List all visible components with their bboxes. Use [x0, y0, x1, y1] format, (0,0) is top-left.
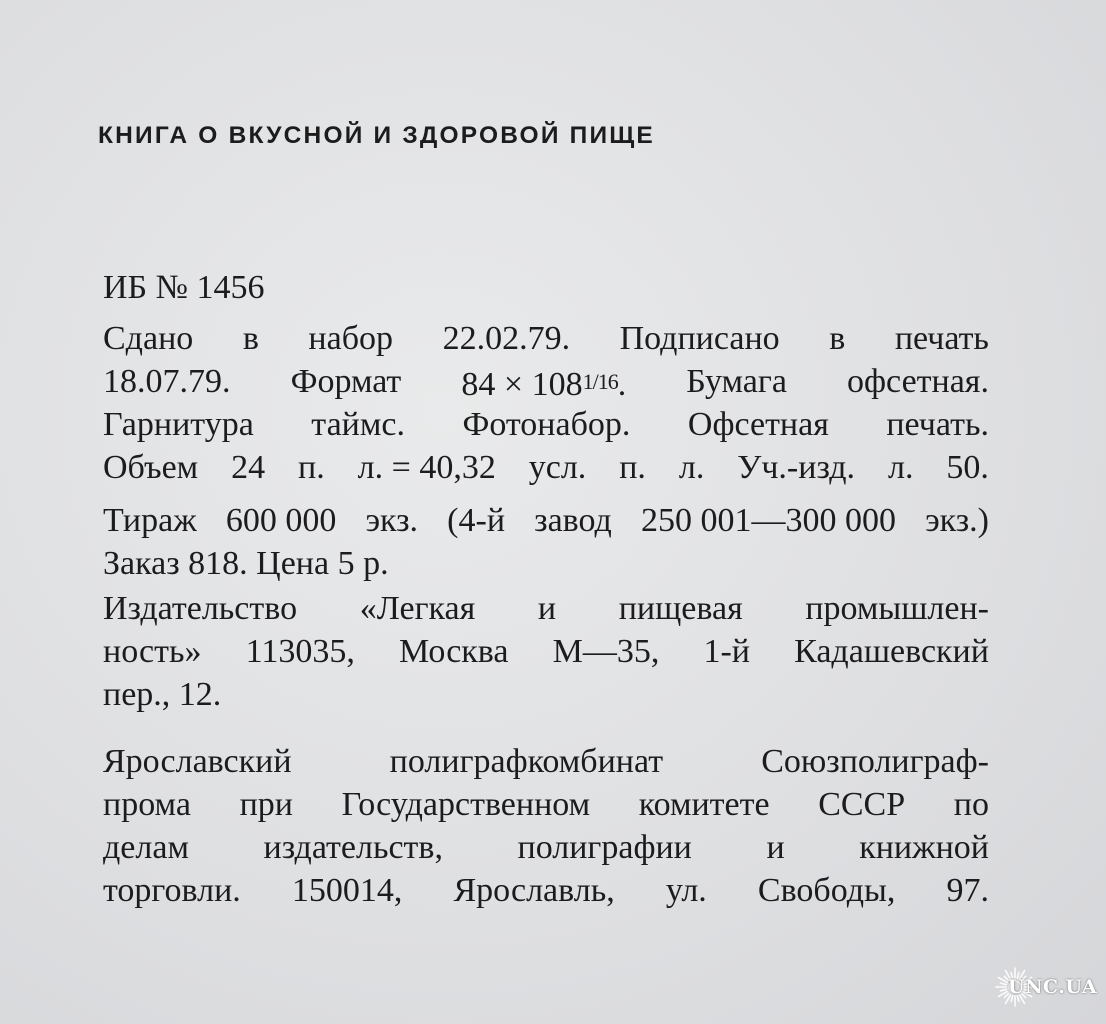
imprint-word: Уч.-изд.: [737, 449, 856, 486]
sunburst-ray: [1001, 983, 1007, 985]
imprint-word: 600 000: [225, 502, 337, 539]
order-price-line: Заказ 818. Цена 5 р.: [103, 545, 389, 582]
imprint-word: набор: [308, 320, 394, 357]
format-fraction: 1/16: [582, 369, 618, 394]
imprint-word: 150014,: [291, 872, 403, 909]
submission-line-2: [103, 360, 989, 403]
submission-block: [103, 317, 989, 489]
imprint-word: издательств,: [263, 829, 443, 866]
imprint-word: в: [829, 320, 846, 357]
imprint-word: Офсетная: [687, 406, 829, 443]
imprint-word: Государственном: [341, 786, 591, 823]
imprint-word: при: [239, 786, 293, 823]
watermark: [994, 966, 1097, 998]
imprint-word: Союзполиграф-: [761, 743, 989, 780]
imprint-word: 113035,: [245, 633, 355, 670]
imprint-word: прома: [103, 786, 191, 823]
imprint-word: ность»: [103, 633, 202, 670]
imprint-word: л.: [887, 449, 914, 486]
imprint-word: л.: [678, 449, 705, 486]
imprint-word: п.: [298, 449, 325, 486]
imprint-word: торговли.: [103, 872, 241, 909]
printer-line-3: [103, 826, 989, 869]
imprint-word: промышлен-: [805, 590, 989, 627]
imprint-word: таймс.: [311, 406, 405, 443]
format-period: .: [617, 366, 627, 403]
publisher-line-3: пер., 12.: [103, 676, 222, 713]
imprint-word: комитете: [638, 786, 770, 823]
paper-label: Бумага: [686, 363, 787, 400]
submission-line-4: [103, 446, 989, 489]
imprint-word: печать.: [886, 406, 989, 443]
imprint-word: Москва: [398, 633, 509, 670]
imprint-word: Подписано: [619, 320, 780, 357]
imprint-word: Гарнитура: [103, 406, 254, 443]
ib-number: [103, 266, 989, 309]
imprint-word: Издательство: [103, 590, 298, 627]
sunburst-ray: [1001, 989, 1007, 991]
watermark-text: UNC.UA: [1008, 976, 1098, 998]
imprint-word: 1-й: [703, 633, 750, 670]
imprint-word: л. = 40,32: [357, 449, 496, 486]
format-dimensions: 84 × 108: [461, 366, 583, 403]
ib-number-text: ИБ № 1456: [103, 269, 265, 306]
submission-line-1: [103, 317, 989, 360]
imprint-word: по: [953, 786, 989, 823]
submission-date-printed: 18.07.79.: [103, 363, 231, 400]
imprint-word: 24: [231, 449, 266, 486]
imprint-word: «Легкая: [359, 590, 476, 627]
imprint-word: завод: [534, 502, 612, 539]
printer-line-2: [103, 783, 989, 826]
printer-block: [103, 740, 989, 912]
imprint-word: СССР: [818, 786, 906, 823]
imprint-word: Кадашевский: [794, 633, 989, 670]
imprint-word: п.: [619, 449, 646, 486]
imprint-word: Ярославль,: [453, 872, 615, 909]
imprint-word: полиграфии: [517, 829, 692, 866]
imprint-word: Ярославский: [103, 743, 292, 780]
imprint-word: и: [766, 829, 785, 866]
imprint-word: (4-й: [447, 502, 506, 539]
imprint-word: печать: [894, 320, 989, 357]
imprint-word: Свободы,: [757, 872, 896, 909]
imprint-word: ул.: [665, 872, 707, 909]
printer-line-4: [103, 869, 989, 912]
publisher-block: [103, 587, 989, 716]
format-label: Формат: [290, 363, 402, 400]
imprint-word: делам: [103, 829, 189, 866]
printer-line-1: [103, 740, 989, 783]
imprint-word: в: [242, 320, 259, 357]
imprint-word: экз.): [925, 502, 989, 539]
imprint-word: М—35,: [552, 633, 660, 670]
imprint-word: 22.02.79.: [442, 320, 571, 357]
publisher-line-2: [103, 630, 989, 673]
imprint-word: и: [537, 590, 557, 627]
format-value: [461, 360, 626, 403]
imprint-word: усл.: [528, 449, 587, 486]
imprint-word: Тираж: [103, 502, 197, 539]
print-run-block: [103, 499, 989, 585]
imprint-word: книжной: [859, 829, 989, 866]
imprint-word: полиграфкомбинат: [389, 743, 664, 780]
imprint-word: 97.: [946, 872, 989, 909]
imprint-word: Сдано: [103, 320, 194, 357]
paper-type: офсетная.: [847, 363, 989, 400]
print-run-line-1: [103, 499, 989, 542]
imprint-word: экз.: [365, 502, 419, 539]
submission-line-3: [103, 403, 989, 446]
imprint-word: 50.: [946, 449, 989, 486]
imprint-word: пищевая: [618, 590, 743, 627]
book-title: КНИГА О ВКУСНОЙ И ЗДОРОВОЙ ПИЩЕ: [98, 122, 655, 149]
imprint-word: Объем: [103, 449, 199, 486]
publisher-line-1: [103, 587, 989, 630]
imprint-word: Фотонабор.: [462, 406, 631, 443]
imprint-word: 250 001—300 000: [640, 502, 896, 539]
